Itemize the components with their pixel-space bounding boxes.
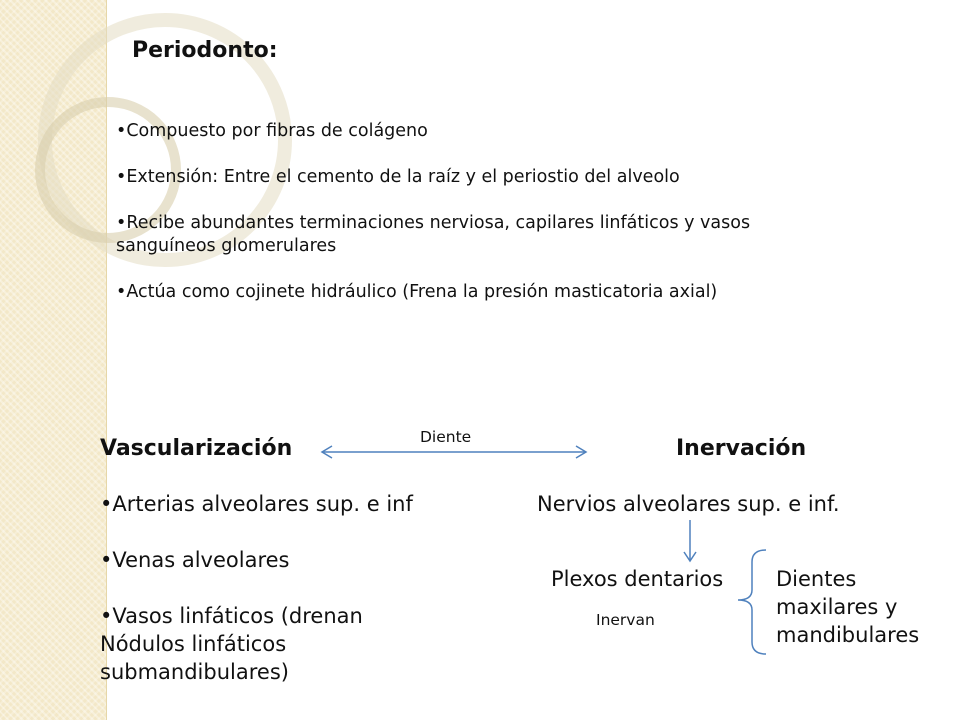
- bullet-item: •Actúa como cojinete hidráulico (Frena la presión masticatoria axial): [116, 282, 718, 302]
- arrowhead-right-icon: [576, 446, 586, 458]
- vascularizacion-item: •Venas alveolares: [100, 548, 290, 572]
- plexos-text: Plexos dentarios: [551, 567, 724, 591]
- bullet-item: •Compuesto por fibras de colágeno: [116, 121, 428, 141]
- bullet-item: •Extensión: Entre el cemento de la raíz y el periostio del alveolo: [116, 167, 680, 187]
- periodonto-bullet-list: [116, 120, 756, 304]
- inervan-label: Inervan: [596, 611, 655, 629]
- vascularizacion-heading: Vascularización: [100, 436, 293, 461]
- vascularizacion-item: •Arterias alveolares sup. e inf: [100, 492, 413, 516]
- vascularizacion-list: [100, 490, 440, 686]
- slide-title: Periodonto:: [132, 38, 278, 63]
- arrowhead-left-icon: [322, 446, 332, 458]
- nervios-text: Nervios alveolares sup. e inf.: [537, 492, 840, 516]
- bullet-item: •Recibe abundantes terminaciones nerviosa, capilares linfáticos y vasos sanguíneos glomerulares: [116, 213, 751, 256]
- decorative-left-band: [0, 0, 107, 720]
- curly-brace-icon: [738, 550, 766, 654]
- dientes-text: Dientes maxilares y mandibulares: [776, 567, 920, 647]
- diente-label: Diente: [420, 428, 472, 446]
- vascularizacion-item: •Vasos linfáticos (drenan Nódulos linfáticos submandibulares): [100, 604, 363, 684]
- arrowhead-down-icon: [684, 552, 696, 561]
- inervacion-heading: Inervación: [676, 436, 807, 461]
